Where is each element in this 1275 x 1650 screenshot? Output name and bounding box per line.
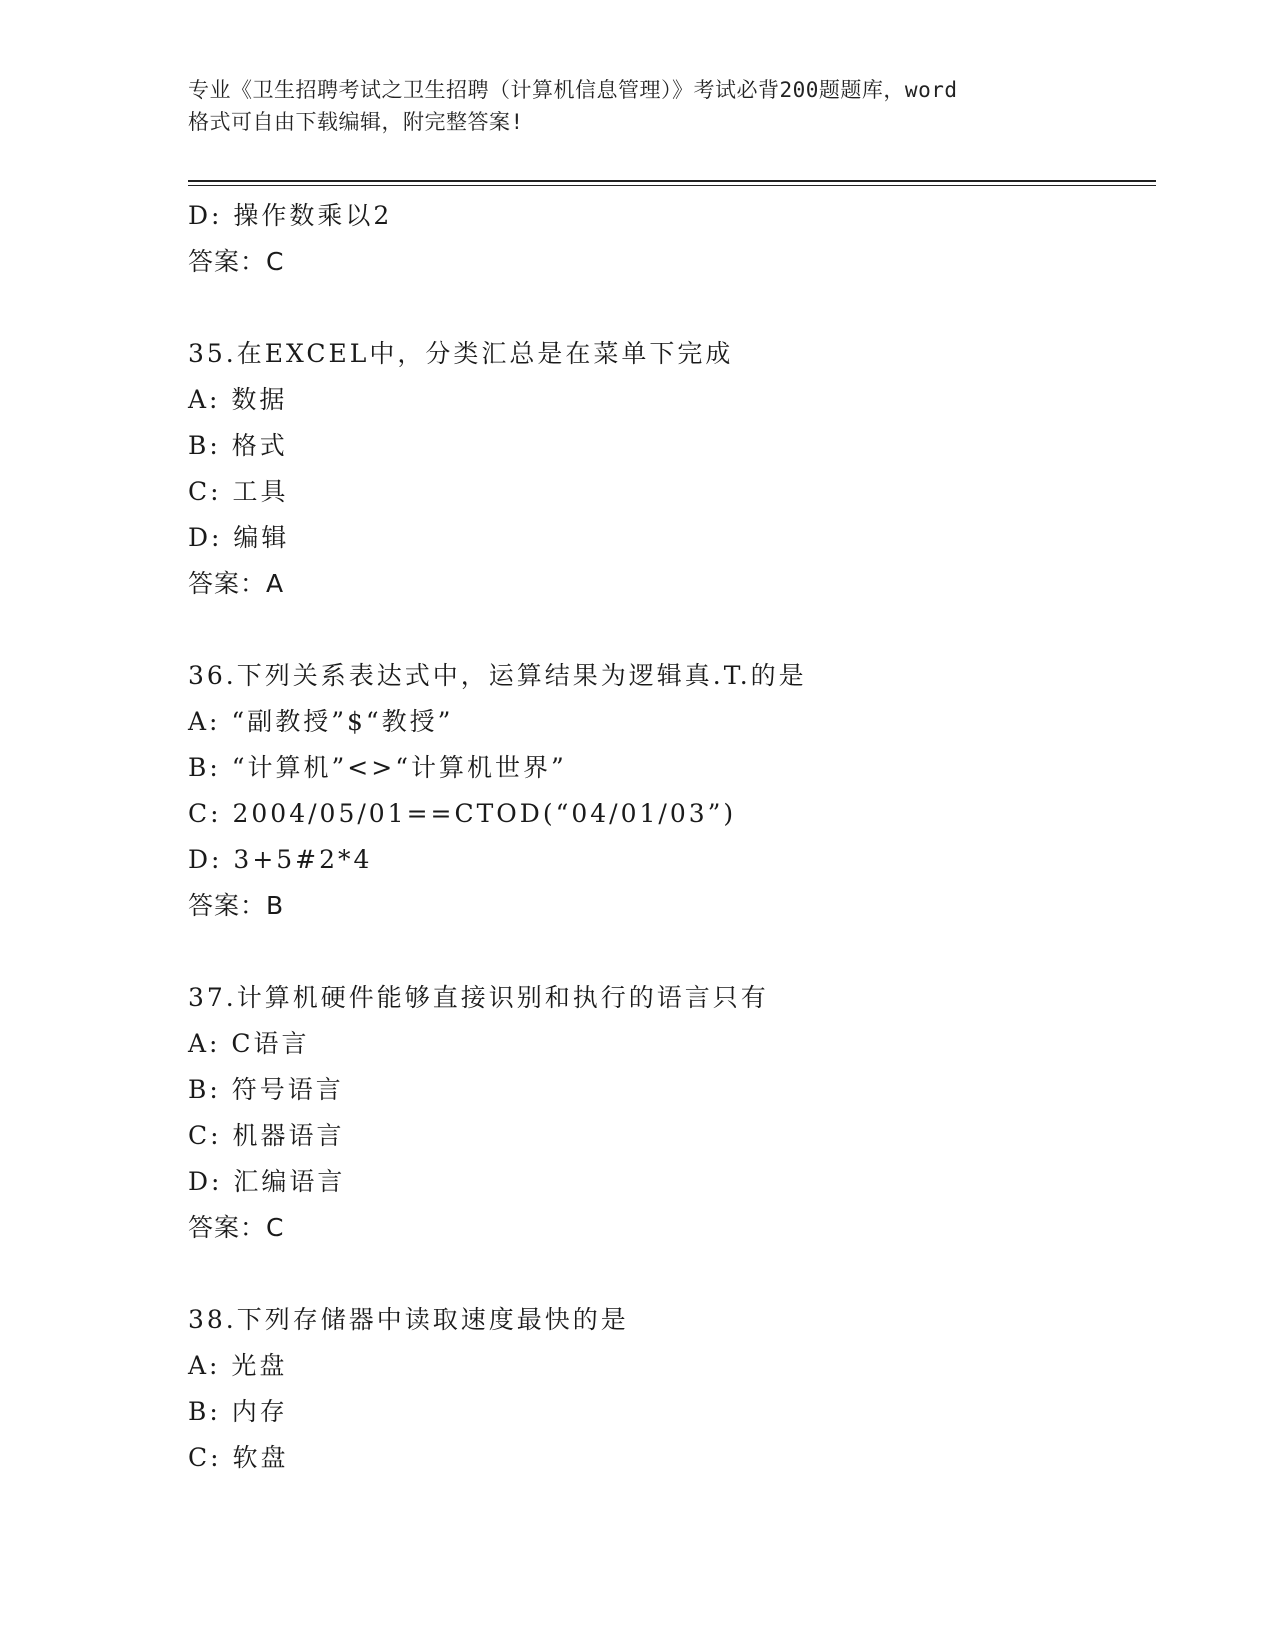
spacer bbox=[188, 929, 1156, 975]
q38-option-c: C: 软盘 bbox=[188, 1443, 289, 1472]
q38-option-a: A: 光盘 bbox=[188, 1351, 288, 1380]
q36-option-a: A: “副教授”$“教授” bbox=[188, 707, 454, 736]
question-list bbox=[188, 193, 1156, 1481]
header-title-line-2: 格式可自由下载编辑，附完整答案! bbox=[188, 110, 524, 134]
q38-option-b: B: 内存 bbox=[188, 1397, 288, 1426]
spacer bbox=[188, 285, 1156, 331]
q35-option-c: C: 工具 bbox=[188, 477, 289, 506]
q35-option-b: B: 格式 bbox=[188, 431, 288, 460]
q36-option-b: B: “计算机”<>“计算机世界” bbox=[188, 753, 567, 782]
spacer bbox=[188, 1251, 1156, 1297]
q35-option-a: A: 数据 bbox=[188, 385, 288, 414]
q37-option-d: D: 汇编语言 bbox=[188, 1167, 346, 1196]
q36-question: 36.下列关系表达式中，运算结果为逻辑真.T.的是 bbox=[188, 661, 807, 690]
q36-answer: 答案：B bbox=[188, 891, 285, 920]
q37-option-b: B: 符号语言 bbox=[188, 1075, 344, 1104]
header-divider-thin bbox=[188, 185, 1156, 186]
q37-option-a: A: C语言 bbox=[188, 1029, 310, 1058]
q38-question: 38.下列存储器中读取速度最快的是 bbox=[188, 1305, 629, 1334]
q34-answer: 答案：C bbox=[188, 247, 285, 276]
q35-answer: 答案：A bbox=[188, 569, 285, 598]
header-divider-thick bbox=[188, 180, 1156, 182]
header-title-line-1: 专业《卫生招聘考试之卫生招聘（计算机信息管理）》考试必背200题题库，word bbox=[188, 78, 958, 102]
spacer bbox=[188, 607, 1156, 653]
q35-option-d: D: 编辑 bbox=[188, 523, 290, 552]
q34-option-d: D: 操作数乘以2 bbox=[188, 201, 393, 230]
q35-question: 35.在EXCEL中，分类汇总是在菜单下完成 bbox=[188, 339, 734, 368]
q37-question: 37.计算机硬件能够直接识别和执行的语言只有 bbox=[188, 983, 769, 1012]
q36-option-c: C: 2004/05/01==CTOD(“04/01/03”) bbox=[188, 799, 737, 828]
q37-answer: 答案：C bbox=[188, 1213, 285, 1242]
q36-option-d: D: 3+5#2*4 bbox=[188, 845, 373, 874]
document-header bbox=[188, 74, 1088, 138]
q37-option-c: C: 机器语言 bbox=[188, 1121, 345, 1150]
